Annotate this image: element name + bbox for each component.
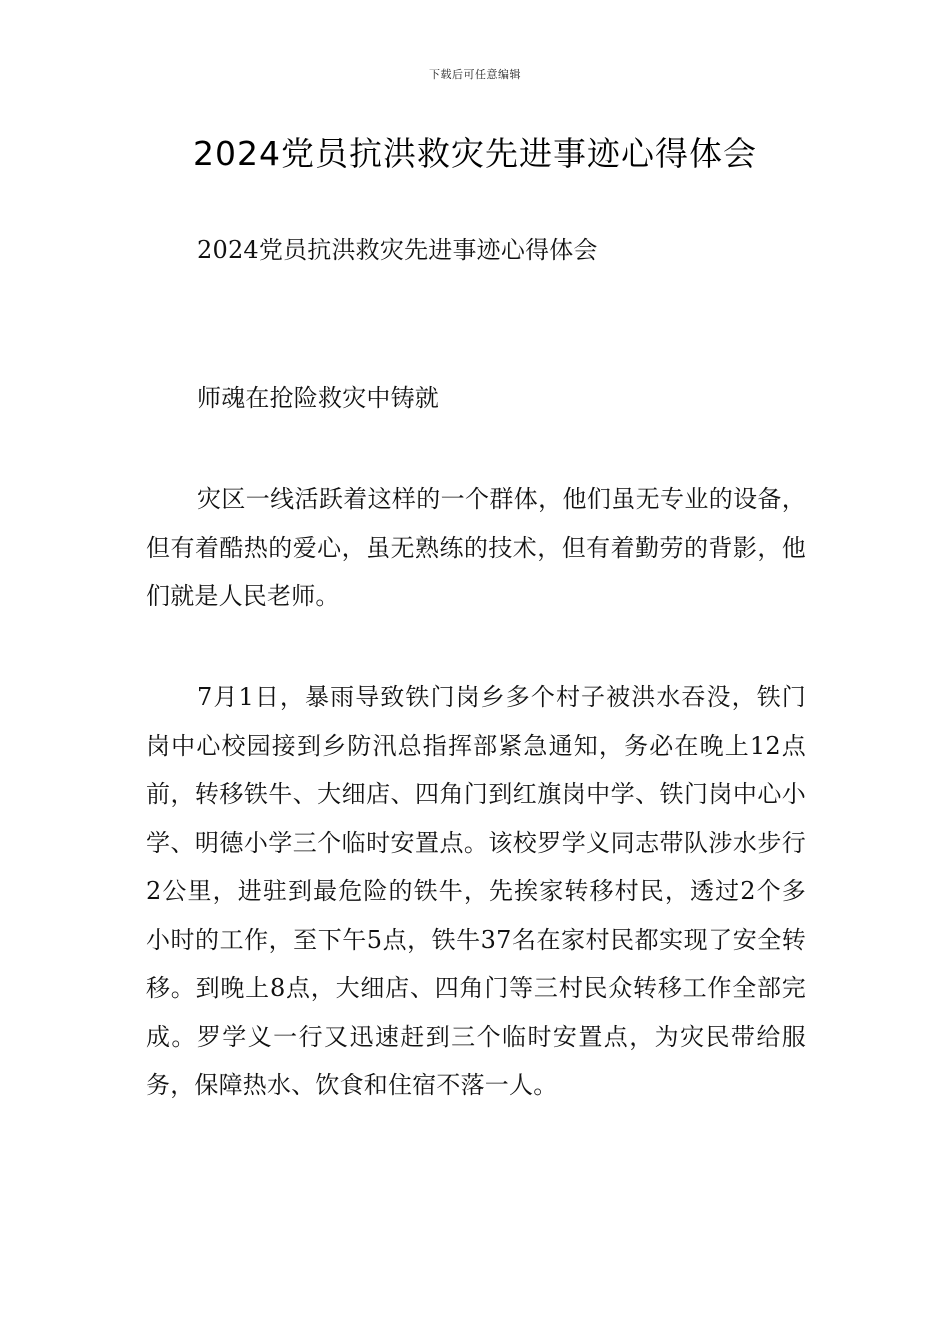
paragraph-1: 灾区一线活跃着这样的一个群体，他们虽无专业的设备，但有着酷热的爱心，虽无熟练的技术，但有着勤劳的背影，他们就是人民老师。 [146, 485, 806, 610]
header-note: 下载后可任意编辑 [429, 68, 521, 81]
paragraph-2: 7月1日，暴雨导致铁门岗乡多个村子被洪水吞没，铁门岗中心校园接到乡防汛总指挥部紧急通知，务必在晚上12点前，转移铁牛、大细店、四角门到红旗岗中学、铁门岗中心小学、明德小学三个临时安置点。该校罗学义同志带队涉水步行2公里，进驻到最危险的铁牛，先挨家转移村民，透过2个多小时的工作，至下午5点，铁牛37名在家村民都实现了安全转移。到晚上8点，大细店、四角门等三村民众转移工作全部完成。罗学义一行又迅速赶到三个临时安置点，为灾民带给服务，保障热水、饮食和住宿不落一人。 [146, 683, 806, 1099]
document-subtitle: 2024党员抗洪救灾先进事迹心得体会 [197, 236, 598, 264]
section-heading: 师魂在抢险救灾中铸就 [197, 384, 439, 412]
document-title: 2024党员抗洪救灾先进事迹心得体会 [193, 134, 757, 173]
